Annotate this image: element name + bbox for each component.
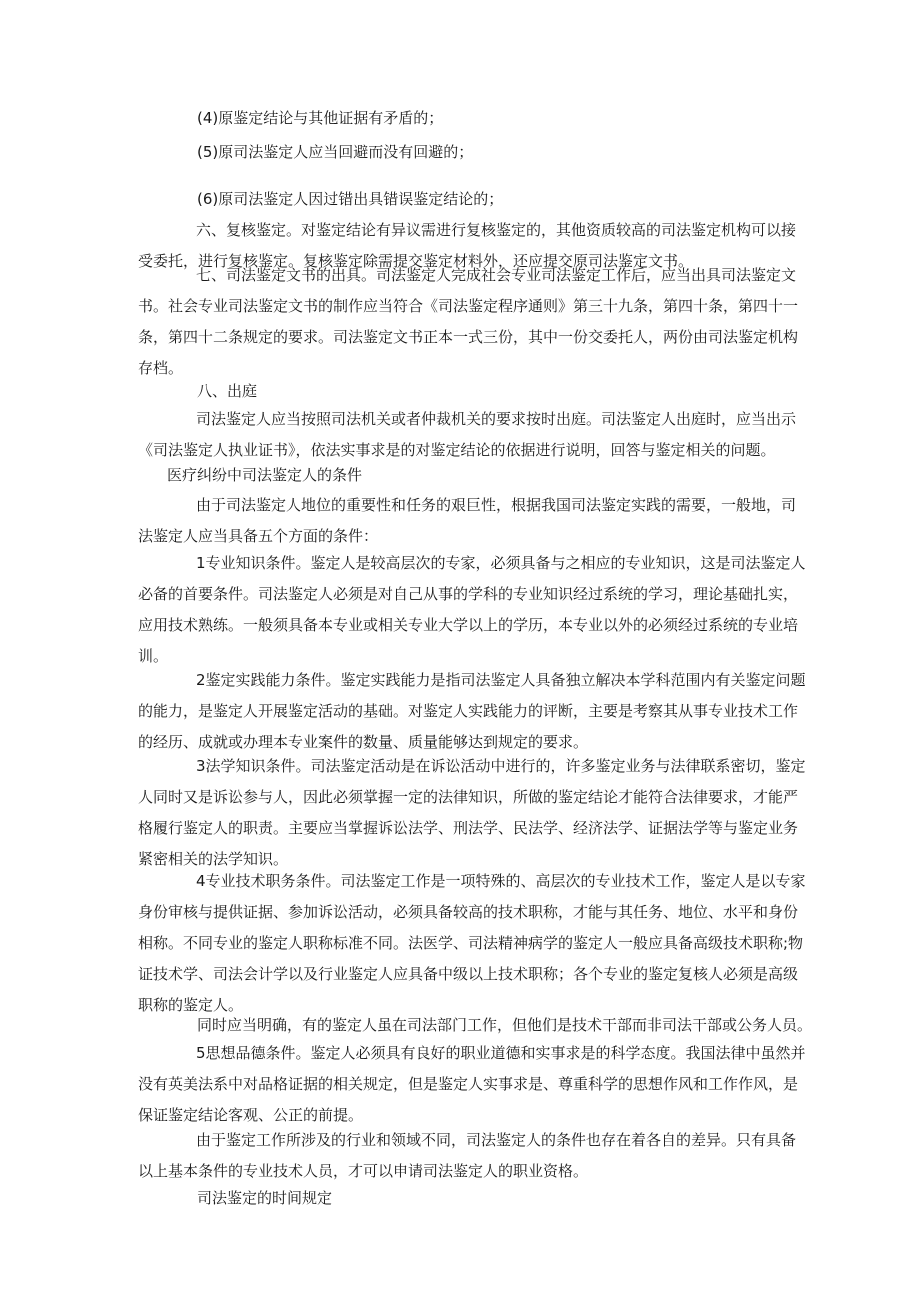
paragraph [138,665,806,758]
text-line: 的经历、成就或办理本专业案件的数量、质量能够达到规定的要求。 [138,733,589,751]
paragraph [138,404,796,466]
paragraph [138,1038,806,1131]
text-line: 人同时又是诉讼参与人，因此必须掌握一定的法律知识，所做的鉴定结论才能符合法律要求，才能严 [138,788,799,806]
text-line: 的能力，是鉴定人开展鉴定活动的基础。对鉴定人实践能力的评断，主要是考察其从事专业技术工作 [138,702,799,720]
text-line: 八、出庭 [197,382,258,400]
text-line: 医疗纠纷中司法鉴定人的条件 [167,466,363,484]
text-line: 职称的鉴定人。 [138,996,244,1014]
text-line: 法鉴定人应当具备五个方面的条件： [138,527,379,545]
paragraph [197,1183,332,1214]
paragraph [197,376,257,407]
text-line: 证技术学、司法会计学以及行业鉴定人应具备中级以上技术职称；各个专业的鉴定复核人必须是高级 [138,965,799,983]
text-line: 以上基本条件的专业技术人员，才可以申请司法鉴定人的职业资格。 [138,1162,589,1180]
text-line: 由于司法鉴定人地位的重要性和任务的艰巨性，根据我国司法鉴定实践的需要，一般地，司 [196,496,797,514]
text-line: 七、司法鉴定文书的出具。司法鉴定人完成社会专业司法鉴定工作后，应当出具司法鉴定文 [196,266,797,284]
paragraph [138,751,806,875]
text-line: 2鉴定实践能力条件。鉴定实践能力是指司法鉴定人具备独立解决本学科范围内有关鉴定问题 [196,671,806,689]
text-line: 同时应当明确，有的鉴定人虽在司法部门工作，但他们是技术干部而非司法干部或公务人员。 [197,1016,813,1034]
paragraph [138,490,796,552]
text-line: 5思想品德条件。鉴定人必须具有良好的职业道德和实事求是的科学态度。我国法律中虽然并 [196,1044,806,1062]
text-line: 身份审核与提供证据、参加诉讼活动，必须具备较高的技术职称，才能与其任务、地位、水平和身份 [138,903,799,921]
text-line: 由于鉴定工作所涉及的行业和领域不同，司法鉴定人的条件也存在着各自的差异。只有具备 [196,1131,797,1149]
text-line: 书。社会专业司法鉴定文书的制作应当符合《司法鉴定程序通则》第三十九条，第四十条，第四十一 [138,297,799,315]
text-line: 没有英美法系中对品格证据的相关规定，但是鉴定人实事求是、尊重科学的思想作风和工作作风，是 [138,1075,799,1093]
paragraph [197,137,473,168]
text-line: 司法鉴定的时间规定 [197,1189,333,1207]
text-line: (4)原鉴定结论与其他证据有矛盾的； [197,109,444,127]
paragraph [138,260,798,384]
text-line: 3法学知识条件。司法鉴定活动是在诉讼活动中进行的，许多鉴定业务与法律联系密切，鉴定 [196,757,806,775]
text-line: 紧密相关的法学知识。 [138,850,289,868]
text-line: 司法鉴定人应当按照司法机关或者仲裁机关的要求按时出庭。司法鉴定人出庭时，应当出示 [196,410,797,428]
paragraph [197,103,443,134]
paragraph [197,184,503,215]
paragraph [138,548,806,672]
text-line: 条，第四十二条规定的要求。司法鉴定文书正本一式三份，其中一份交委托人，两份由司法鉴定机构 [138,328,799,346]
text-line: 必备的首要条件。司法鉴定人必须是对自己从事的学科的专业知识经过系统的学习，理论基础扎实， [138,585,799,603]
paragraph [197,1010,812,1041]
text-line: 应用技术熟练。一般须具备本专业或相关专业大学以上的学历，本专业以外的必须经过系统的专业培 [138,616,799,634]
paragraph [138,1125,796,1187]
text-line: 存档。 [138,359,184,377]
text-line: (5)原司法鉴定人应当回避而没有回避的； [197,143,474,161]
text-line: 训。 [138,647,169,665]
text-line: 六、复核鉴定。对鉴定结论有异议需进行复核鉴定的，其他资质较高的司法鉴定机构可以接 [196,221,797,239]
text-line: 格履行鉴定人的职责。主要应当掌握诉讼法学、刑法学、民法学、经济法学、证据法学等与鉴定业务 [138,819,799,837]
text-line: 相称。不同专业的鉴定人职称标准不同。法医学、司法精神病学的鉴定人一般应具备高级技术职称;物 [138,934,804,952]
paragraph [138,866,806,1021]
text-line: 1专业知识条件。鉴定人是较高层次的专家，必须具备与之相应的专业知识，这是司法鉴定人 [196,554,806,572]
text-line: (6)原司法鉴定人因过错出具错误鉴定结论的； [197,190,504,208]
paragraph [167,460,362,491]
text-line: 4专业技术职务条件。司法鉴定工作是一项特殊的、高层次的专业技术工作，鉴定人是以专家 [196,872,806,890]
text-line: 保证鉴定结论客观、公正的前提。 [138,1106,364,1124]
text-line: 《司法鉴定人执业证书》，依法实事求是的对鉴定结论的依据进行说明，回答与鉴定相关的问题。 [138,441,776,459]
text-line: 受委托，进行复核鉴定。复核鉴定除需提交鉴定材料外，还应提交原司法鉴定文书。 [138,252,694,270]
